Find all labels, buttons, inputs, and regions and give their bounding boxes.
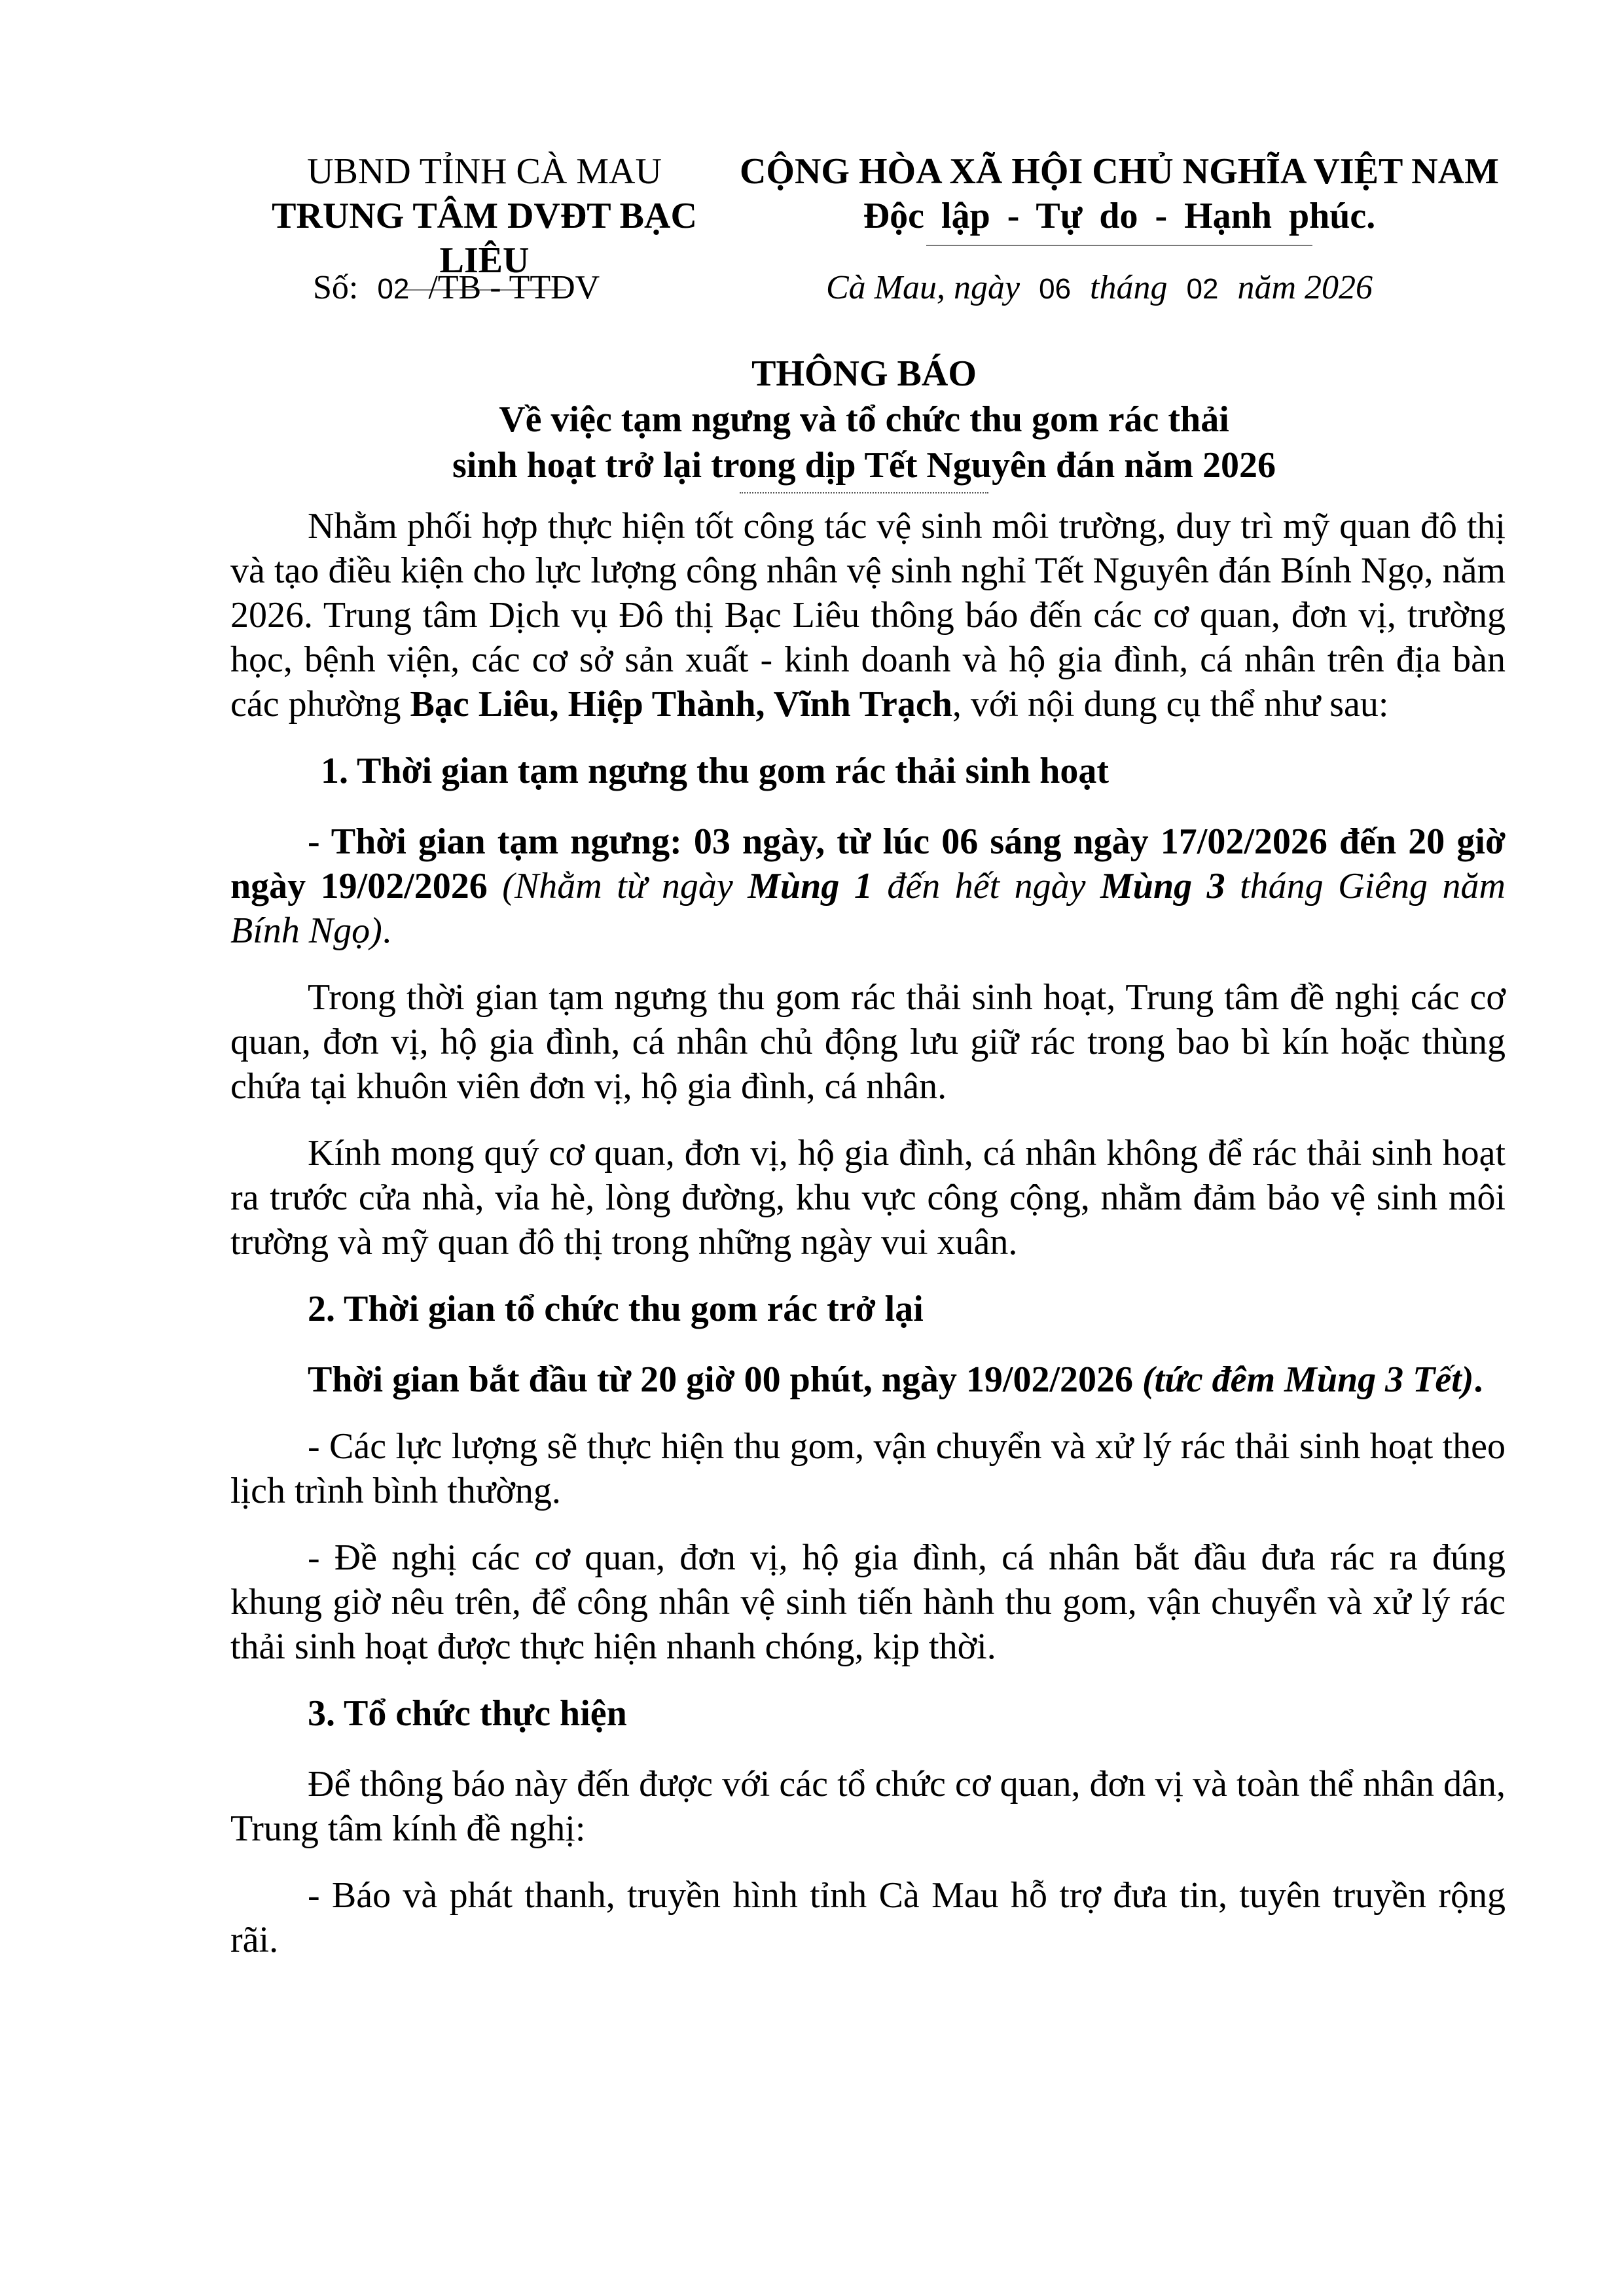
agency-line2: TRUNG TÂM DVĐT BẠC LIÊU bbox=[272, 196, 697, 281]
section3-paragraph2: - Báo và phát thanh, truyền hình tỉnh Cà Mau hỗ trợ đưa tin, tuyên truyền rộng rãi. bbox=[230, 1875, 1506, 1960]
document-number bbox=[313, 267, 600, 310]
intro-text: Nhằm phối hợp thực hiện tốt công tác vệ sinh môi trường, duy trì mỹ quan đô thị và tạo điều kiện cho lực lượng công nhân vệ sinh nghỉ Tết Nguyên đán Bính Ngọ, năm 2026. Trung tâm Dịch vụ Đô thị Bạc Liêu thông báo đến các cơ quan, đơn vị, trường học, bệnh viện, các cơ sở sản xuất - kinh doanh và hộ gia đình, cá nhân trên địa bàn các phường bbox=[230, 506, 1506, 725]
s1-time-note2: đến hết ngày bbox=[872, 866, 1100, 906]
section2-time bbox=[230, 1357, 1506, 1402]
doc-number-value: 02 bbox=[377, 273, 410, 305]
section1-heading: 1. Thời gian tạm ngưng thu gom rác thải sinh hoạt bbox=[321, 751, 1110, 791]
intro-paragraph bbox=[230, 504, 1506, 726]
notice-title bbox=[223, 351, 1506, 493]
title-dotted-underline bbox=[740, 492, 988, 493]
title-main: THÔNG BÁO bbox=[751, 353, 977, 394]
s1-time-mung3: Mùng 3 bbox=[1100, 866, 1225, 906]
section2-paragraph3: - Đề nghị các cơ quan, đơn vị, hộ gia đình, cá nhân bắt đầu đưa rác ra đúng khung giờ nêu trên, để công nhân vệ sinh tiến hành thu gom, vận chuyển và xử lý rác thải sinh hoạt được thực hiện nhanh chóng, kịp thời. bbox=[230, 1537, 1506, 1667]
s1-time-mung1: Mùng 1 bbox=[748, 866, 873, 906]
document-date bbox=[826, 267, 1373, 310]
section2-heading: 2. Thời gian tổ chức thu gom rác trở lại bbox=[308, 1289, 924, 1329]
title-sub2: sinh hoạt trở lại trong dịp Tết Nguyên đán năm 2026 bbox=[452, 445, 1276, 486]
section1-paragraph3: Kính mong quý cơ quan, đơn vị, hộ gia đình, cá nhân không để rác thải sinh hoạt ra trước cửa nhà, vỉa hè, lòng đường, khu vực công cộng, nhằm đảm bảo vệ sinh môi trường và mỹ quan đô thị trong những ngày vui xuân. bbox=[230, 1133, 1506, 1263]
date-month-prefix: tháng bbox=[1090, 269, 1168, 306]
section3-heading: 3. Tổ chức thực hiện bbox=[308, 1693, 627, 1734]
date-place-prefix: Cà Mau, ngày bbox=[826, 269, 1020, 306]
s1-time-note3: tháng Giêng năm Bính Ngọ) bbox=[230, 866, 1506, 951]
agency-line1: UBND TỈNH CÀ MAU bbox=[307, 151, 662, 192]
s2-time-bold: Thời gian bắt đầu từ 20 giờ 00 phút, ngày 19/02/2026 bbox=[308, 1359, 1134, 1400]
nation-header bbox=[720, 149, 1519, 246]
section1-paragraph2: Trong thời gian tạm ngưng thu gom rác thải sinh hoạt, Trung tâm đề nghị các cơ quan, đơn vị, hộ gia đình, cá nhân chủ động lưu giữ rác trong bao bì kín hoặc thùng chứa tại khuôn viên đơn vị, hộ gia đình, cá nhân. bbox=[230, 977, 1506, 1107]
s2-time-note: (tức đêm Mùng 3 Tết) bbox=[1133, 1359, 1474, 1400]
nation-line1: CỘNG HÒA XÃ HỘI CHỦ NGHĨA VIỆT NAM bbox=[739, 151, 1500, 192]
notice-body bbox=[230, 504, 1506, 1984]
nation-motto: Độc lập - Tự do - Hạnh phúc. bbox=[863, 196, 1376, 236]
s1-time-note1: (Nhằm từ ngày bbox=[487, 866, 748, 906]
doc-number-suffix: /TB - TTDV bbox=[428, 269, 600, 306]
title-sub1: Về việc tạm ngưng và tổ chức thu gom rác thải bbox=[499, 399, 1229, 440]
date-year: năm 2026 bbox=[1237, 269, 1373, 306]
date-month: 02 bbox=[1186, 273, 1219, 305]
intro-wards: Bạc Liêu, Hiệp Thành, Vĩnh Trạch bbox=[410, 684, 952, 725]
section3-paragraph1: Để thông báo này đến được với các tổ chức cơ quan, đơn vị và toàn thể nhân dân, Trung tâm kính đề nghị: bbox=[230, 1764, 1506, 1849]
s1-time-end: . bbox=[382, 910, 391, 951]
date-day: 06 bbox=[1039, 273, 1072, 305]
doc-number-prefix: Số: bbox=[313, 269, 359, 306]
section1-time bbox=[230, 819, 1506, 953]
intro-text-end: , với nội dung cụ thể như sau: bbox=[952, 684, 1389, 725]
section2-paragraph2: - Các lực lượng sẽ thực hiện thu gom, vận chuyển và xử lý rác thải sinh hoạt theo lịch trình bình thường. bbox=[230, 1426, 1506, 1511]
s2-time-end: . bbox=[1473, 1359, 1483, 1400]
nation-underline bbox=[926, 245, 1312, 246]
s1-time-bold: - Thời gian tạm ngưng: 03 ngày, từ lúc 06 sáng ngày 17/02/2026 đến 20 giờ ngày 19/02/2026 bbox=[230, 821, 1506, 906]
